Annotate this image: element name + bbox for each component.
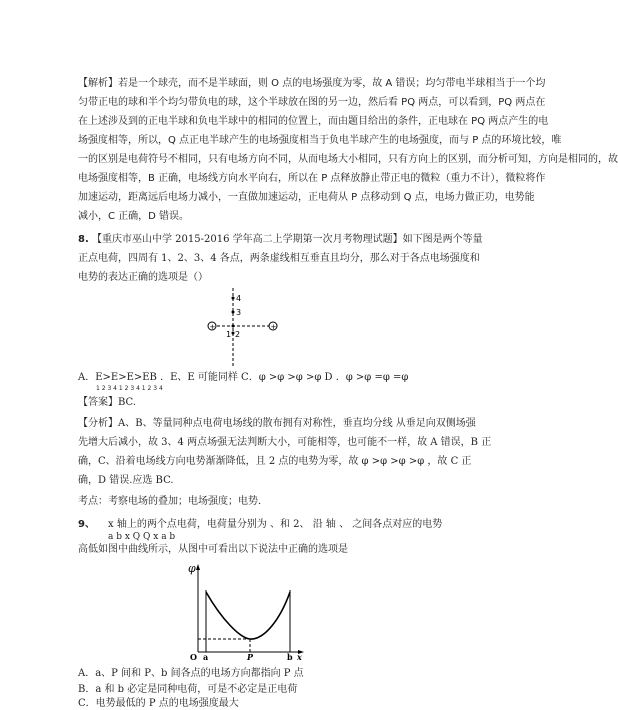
analysis-line: 确，D 错误.应选 BC. — [78, 475, 174, 486]
analysis-line: 匀带正电的球和半个均匀带负电的球，这个半球放在图的另一边，然后看 PQ 两点，可以看到，PQ 两点在 — [78, 97, 546, 108]
point-label-p: P — [247, 652, 254, 662]
potential-graph — [180, 560, 305, 660]
analysis-line: 电场强度相等，B 正确，电场线方向水平向右，所以在 P 点释放静止带正电的微粒（重力不计），微粒将作 — [78, 173, 546, 184]
option-b: B．a 和 b 必定是同种电荷，可是不必定是正电荷 — [78, 684, 298, 695]
answer: 【答案】BC. — [78, 397, 137, 408]
analysis-line: 先增大后减小，故 3、4 两点场强无法判断大小，可能相等，也可能不一样，故 A 错误，B 正 — [78, 437, 492, 448]
analysis-line: 一的区别是电荷符号不相同，只有电场方向不同，从而电场大小相同，只有方向上的区别，而分析可知，方向是相同的，故 — [78, 154, 618, 165]
analysis-line: 加速运动，距离远后电场力减小，一直做加速运动，正电荷从 P 点移动到 Q 点，电场力做正功，电势能 — [78, 192, 535, 203]
analysis-line: 【解析】若是一个球壳，而不是半球面，则 O 点的电场强度为零，故 A 错误；均匀带电半球相当于一个均 — [78, 78, 546, 89]
analysis-line: 场强度相等，所以，Q 点正电半球产生的电场强度相当于负电半球产生的电场强度，而与 P 点的环境比较，唯 — [78, 135, 562, 146]
point-label-a: a — [203, 652, 209, 662]
option-a: A．a、P 间和 P、b 间各点的电场方向都指向 P 点 — [78, 668, 304, 679]
analysis-line: 在上述涉及到的正电半球和负电半球中的相同的位置上，而由题目给出的条件，正电球在 PQ 两点产生的电 — [78, 116, 549, 127]
question-text: x 轴上的两个点电荷，电荷量分别为 、和 2、 沿 轴 、 之间各点对应的电势 — [108, 519, 443, 530]
option-c: C．电势最低的 P 点的电场强度最大 — [78, 698, 239, 709]
point-label: 1 — [226, 330, 232, 339]
question-number: 8. — [78, 234, 89, 245]
point-label: 2 — [235, 330, 241, 339]
origin-label: O — [190, 652, 197, 662]
question-subscripts: a b x Q Q x a b — [108, 532, 176, 542]
point-label-b: b — [287, 652, 293, 662]
option-subscripts: 1 2 3 4 1 2 3 4 1 2 3 4 — [96, 385, 163, 392]
question-number: 9、 — [78, 519, 95, 530]
question-text: 正点电荷，四周有 1、2、3、4 各点，两条虚线相互垂直且均分，那么对于各点电场强度和 — [78, 253, 480, 264]
analysis-line: 减小，C 正确，D 错误。 — [78, 211, 190, 222]
question-text: 电势的表达正确的选项是（） — [78, 272, 208, 283]
point-label: 3 — [236, 308, 242, 317]
question-text: 【重庆市巫山中学 2015-2016 学年高二上学期第一次月考物理试题】如下图是两个等量 — [92, 234, 483, 245]
charge-sign: + — [270, 323, 277, 331]
analysis-line: 【分析】A、B、等量同种点电荷电场线的散布拥有对称性，垂直均分线 从垂足向双侧场强 — [78, 418, 476, 429]
answer-options: A．E>E>E>EB ．E、E 可能同样 C．φ >φ >φ >φ D ．φ >φ =φ =φ — [78, 372, 409, 383]
y-axis-label: φ — [188, 562, 196, 575]
analysis-line: 确，C、沿着电场线方向电势渐渐降低，且 2 点的电势为零，故 φ >φ >φ >φ ，故 C 正 — [78, 456, 472, 467]
topic-note: 考点：考察电场的叠加；电场强度；电势． — [78, 496, 268, 507]
x-axis-label: x — [297, 652, 302, 662]
charge-diagram — [200, 288, 280, 366]
point-label: 4 — [236, 294, 242, 303]
question-text: 高低如图中曲线所示，从图中可看出以下说法中正确的选项是 — [78, 544, 348, 555]
charge-sign: + — [209, 323, 216, 331]
